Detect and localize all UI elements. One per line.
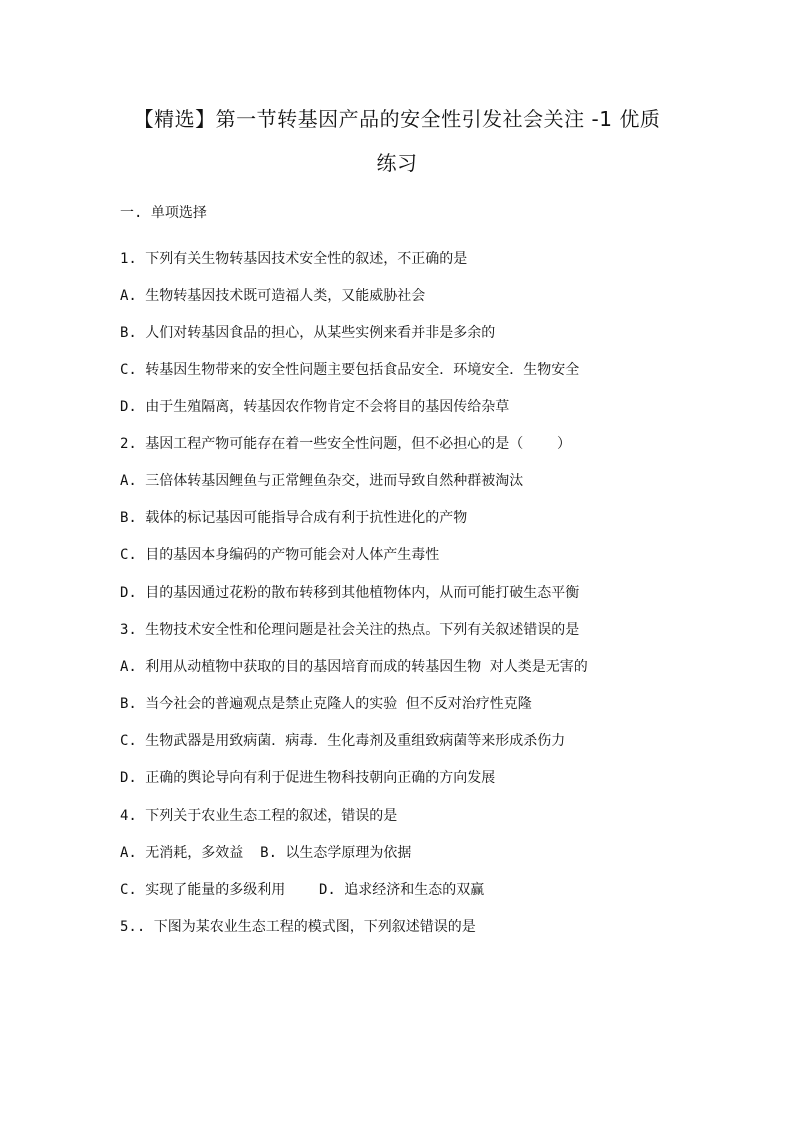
- document-title: [120, 97, 674, 185]
- question-4-stem: 4. 下列关于农业生态工程的叙述，错误的是: [120, 808, 398, 824]
- question-1-option-a: A. 生物转基因技术既可造福人类，又能威胁社会: [120, 288, 426, 304]
- question-3-option-d: D. 正确的舆论导向有利于促进生物科技朝向正确的方向发展: [120, 770, 496, 786]
- section-heading: 一. 单项选择: [120, 205, 207, 221]
- question-2-option-d: D. 目的基因通过花粉的散布转移到其他植物体内，从而可能打破生态平衡: [120, 585, 580, 601]
- question-1-option-c: C. 转基因生物带来的安全性问题主要包括食品安全．环境安全．生物安全: [120, 362, 580, 378]
- title-line-1: 【精选】第一节转基因产品的安全性引发社会关注 -1 优质: [133, 107, 661, 131]
- question-4-options-ab: A. 无消耗，多效益 B. 以生态学原理为依据: [120, 845, 412, 861]
- title-line-2: 练习: [376, 151, 418, 175]
- question-3-option-b: B. 当今社会的普遍观点是禁止克隆人的实验 但不反对治疗性克隆: [120, 696, 532, 712]
- question-1-stem: 1. 下列有关生物转基因技术安全性的叙述，不正确的是: [120, 251, 468, 267]
- question-2-stem: 2. 基因工程产物可能存在着一些安全性问题，但不必担心的是（ ）: [120, 436, 571, 452]
- question-4-options-cd: C. 实现了能量的多级利用 D. 追求经济和生态的双赢: [120, 882, 485, 898]
- question-3-option-a: A. 利用从动植物中获取的目的基因培育而成的转基因生物 对人类是无害的: [120, 659, 588, 675]
- question-3-option-c: C. 生物武器是用致病菌．病毒．生化毒剂及重组致病菌等来形成杀伤力: [120, 733, 566, 749]
- question-5-stem: 5.. 下图为某农业生态工程的模式图，下列叙述错误的是: [120, 919, 476, 935]
- question-2-option-c: C. 目的基因本身编码的产物可能会对人体产生毒性: [120, 547, 440, 563]
- question-2-option-a: A. 三倍体转基因鲤鱼与正常鲤鱼杂交，进而导致自然种群被淘汰: [120, 473, 524, 489]
- question-2-option-b: B. 载体的标记基因可能指导合成有利于抗性进化的产物: [120, 510, 468, 526]
- question-3-stem: 3. 生物技术安全性和伦理问题是社会关注的热点。下列有关叙述错误的是: [120, 622, 580, 638]
- question-1-option-b: B. 人们对转基因食品的担心，从某些实例来看并非是多余的: [120, 325, 496, 341]
- question-1-option-d: D. 由于生殖隔离，转基因农作物肯定不会将目的基因传给杂草: [120, 399, 510, 415]
